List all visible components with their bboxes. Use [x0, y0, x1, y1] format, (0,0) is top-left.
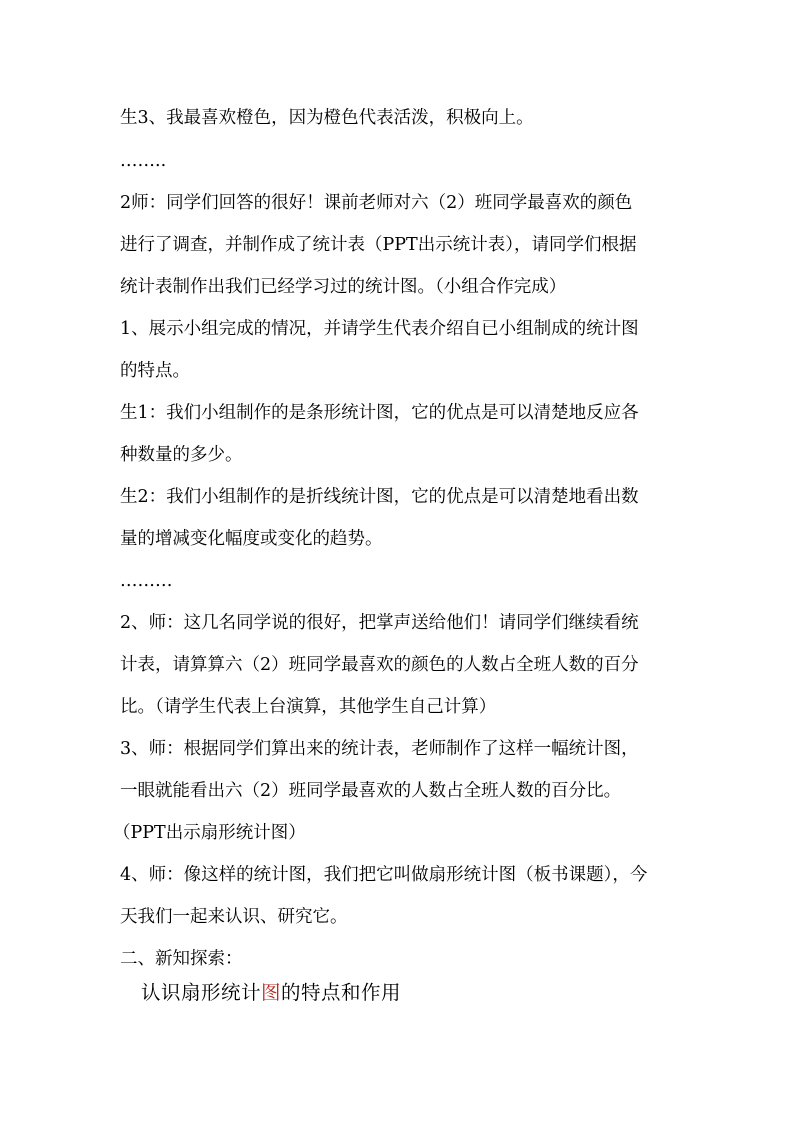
paragraph-line: 2师：同学们回答的很好！课前老师对六（2）班同学最喜欢的颜色: [120, 193, 633, 213]
paragraph-line: 计表，请算算六（2）班同学最喜欢的颜色的人数占全班人数的百分: [120, 655, 639, 675]
section-heading: 二、新知探索：: [120, 949, 243, 969]
paragraph-line: 天我们一起来认识、研究它。: [120, 907, 348, 927]
paragraph-line: 1、展示小组完成的情况，并请学生代表介绍自已小组制成的统计图: [120, 319, 639, 339]
paragraph-line: 2、师：这几名同学说的很好，把掌声送给他们！请同学们继续看统: [120, 613, 639, 633]
ellipsis-line: ………: [120, 571, 173, 591]
subheading: [141, 980, 401, 1006]
paragraph-line: 3、师：根据同学们算出来的统计表，老师制作了这样一幅统计图，: [120, 739, 639, 759]
subheading-text-before: 认识扇形统计: [141, 981, 262, 1004]
paragraph-line: 比。（请学生代表上台演算，其他学生自己计算）: [120, 697, 497, 717]
paragraph-line: 生1：我们小组制作的是条形统计图，它的优点是可以清楚地反应各: [120, 403, 639, 423]
paragraph-line: 生3、我最喜欢橙色，因为橙色代表活泼，积极向上。: [120, 108, 534, 128]
paragraph-line: 一眼就能看出六（2）班同学最喜欢的人数占全班人数的百分比。: [120, 781, 622, 801]
paragraph-line: 种数量的多少。: [120, 445, 243, 465]
paragraph-line: 统计表制作出我们已经学习过的统计图。（小组合作完成）: [120, 277, 567, 297]
paragraph-line: 4、师：像这样的统计图，我们把它叫做扇形统计图（板书课题），今: [120, 865, 648, 885]
ellipsis-line: ……..: [120, 151, 167, 171]
paragraph-line: 的特点。: [120, 361, 190, 381]
paragraph-line: 进行了调查，并制作成了统计表（PPT出示统计表），请同学们根据: [120, 235, 637, 255]
paragraph-line: （PPT出示扇形统计图）: [113, 823, 306, 843]
paragraph-line: 量的增减变化幅度或变化的趋势。: [120, 529, 383, 549]
subheading-text-after: 的特点和作用: [281, 981, 402, 1004]
paragraph-line: 生2：我们小组制作的是折线统计图，它的优点是可以清楚地看出数: [120, 487, 639, 507]
subheading-highlight: 图: [261, 981, 282, 1004]
